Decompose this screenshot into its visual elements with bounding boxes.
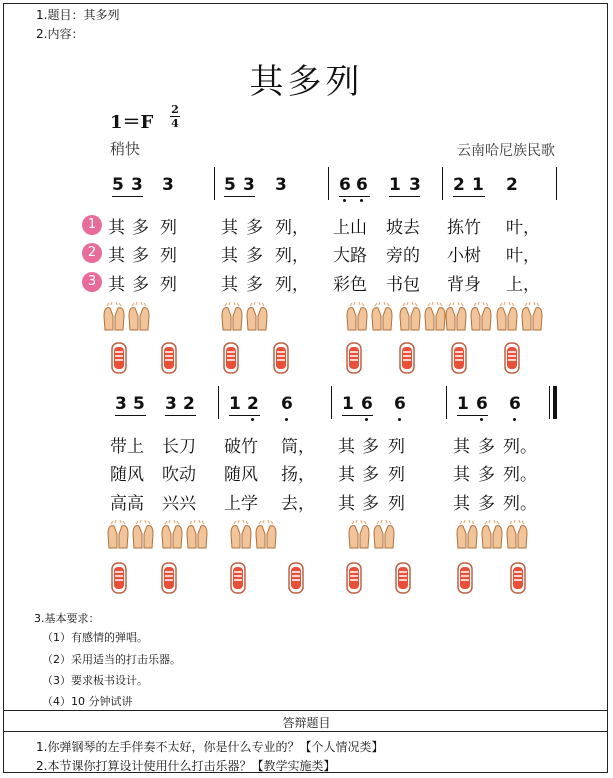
- sneaker-icon: [345, 341, 363, 375]
- sneaker-icon: [345, 561, 363, 595]
- lyric-word: 上山: [333, 218, 367, 238]
- jianpu-note: 3: [165, 394, 177, 414]
- lyric-word: 列: [388, 437, 405, 457]
- lyric-word: 多: [478, 437, 495, 457]
- lyric-word: 随风: [224, 465, 258, 485]
- octave-dot: [513, 418, 516, 421]
- lyric-word: 列。: [503, 494, 537, 514]
- lyric-word: 多: [478, 465, 495, 485]
- lyric-word: 列: [388, 494, 405, 514]
- beam-line: [453, 196, 485, 197]
- lyric-word: 多: [132, 218, 149, 238]
- bar-line: [214, 167, 215, 200]
- lyric-word: 拣竹: [447, 218, 481, 238]
- clapping-hands-icon: [370, 302, 394, 332]
- jianpu-note: 1: [389, 175, 401, 195]
- beam-line: [457, 415, 488, 416]
- jianpu-note: 2: [506, 175, 518, 195]
- beam-line: [112, 196, 143, 197]
- clapping-hands-icon: [444, 302, 468, 332]
- clapping-hands-icon: [469, 302, 493, 332]
- jianpu-note: 6: [281, 394, 293, 414]
- lyric-word: 上，: [506, 275, 540, 295]
- jianpu-note: 5: [133, 394, 145, 414]
- clapping-hands-icon: [102, 302, 126, 332]
- final-bar-thin: [549, 386, 550, 419]
- lyric-word: 列，: [275, 246, 309, 266]
- tempo-marking: 稍快: [110, 140, 141, 158]
- lyric-word: 其: [338, 437, 355, 457]
- sneaker-icon: [110, 561, 128, 595]
- clapping-hands-icon: [220, 302, 244, 332]
- lyric-word: 旁的: [386, 246, 420, 266]
- lyric-word: 多: [246, 275, 263, 295]
- lyric-word: 破竹: [224, 437, 258, 457]
- lyric-word: 多: [246, 246, 263, 266]
- qa-question: 2.本节课你打算设计使用什么打击乐器？【教学实施类】: [36, 759, 336, 773]
- sneaker-icon: [160, 341, 178, 375]
- lyric-word: 多: [362, 494, 379, 514]
- lyric-word: 列: [160, 246, 177, 266]
- lyric-word: 多: [362, 465, 379, 485]
- sneaker-icon: [287, 561, 305, 595]
- clapping-hands-icon: [185, 520, 209, 550]
- octave-dot: [251, 418, 254, 421]
- sneaker-icon: [229, 561, 247, 595]
- verse-number: 2: [82, 243, 102, 263]
- jianpu-note: 6: [361, 394, 373, 414]
- lyric-word: 列: [388, 465, 405, 485]
- octave-dot: [398, 418, 401, 421]
- lyric-word: 其: [453, 437, 470, 457]
- lyric-word: 随风: [110, 465, 144, 485]
- sneaker-icon: [450, 341, 468, 375]
- sneaker-icon: [110, 341, 128, 375]
- octave-dot: [285, 418, 288, 421]
- clapping-hands-icon: [106, 520, 130, 550]
- sneaker-icon: [222, 341, 240, 375]
- lyric-word: 小树: [447, 246, 481, 266]
- divider: [3, 710, 608, 711]
- lyric-word: 其: [108, 246, 125, 266]
- lyric-word: 其: [453, 494, 470, 514]
- sneaker-icon: [160, 561, 178, 595]
- clapping-hands-icon: [127, 302, 151, 332]
- verse-number: 3: [82, 272, 102, 292]
- divider: [3, 731, 608, 732]
- jianpu-note: 2: [247, 394, 259, 414]
- lyric-word: 其: [108, 218, 125, 238]
- lyric-word: 背身: [447, 275, 481, 295]
- bar-line: [556, 167, 557, 200]
- jianpu-note: 1: [342, 394, 354, 414]
- bar-line: [442, 167, 443, 200]
- lyric-word: 其: [221, 275, 238, 295]
- clapping-hands-icon: [131, 520, 155, 550]
- jianpu-note: 5: [224, 175, 236, 195]
- sneaker-icon: [398, 341, 416, 375]
- clapping-hands-icon: [505, 520, 529, 550]
- sneaker-icon: [394, 561, 412, 595]
- lyric-word: 其: [338, 465, 355, 485]
- beam-line: [115, 415, 146, 416]
- lyric-word: 叶，: [506, 218, 540, 238]
- clapping-hands-icon: [229, 520, 253, 550]
- topic-line: 1.题目：其多列: [36, 8, 120, 22]
- jianpu-note: 3: [162, 175, 174, 195]
- lyric-word: 吹动: [162, 465, 196, 485]
- song-origin: 云南哈尼族民歌: [457, 143, 555, 159]
- lyric-word: 其: [453, 465, 470, 485]
- beam-line: [339, 196, 370, 197]
- requirements-heading: 3.基本要求：: [34, 612, 100, 625]
- jianpu-note: 2: [453, 175, 465, 195]
- jianpu-note: 6: [509, 394, 521, 414]
- bar-line: [328, 167, 329, 200]
- clapping-hands-icon: [372, 520, 396, 550]
- beam-line: [224, 196, 255, 197]
- time-signature: 2 4: [171, 103, 179, 130]
- lyric-word: 其: [221, 246, 238, 266]
- lyric-word: 列，: [275, 275, 309, 295]
- jianpu-note: 3: [243, 175, 255, 195]
- beam-line: [165, 415, 196, 416]
- sneaker-icon: [272, 341, 290, 375]
- jianpu-note: 6: [476, 394, 488, 414]
- lyric-word: 上学: [224, 494, 258, 514]
- lyric-word: 书包: [386, 275, 420, 295]
- final-bar-thick: [553, 386, 557, 419]
- lyric-word: 叶，: [506, 246, 540, 266]
- lyric-word: 列，: [275, 218, 309, 238]
- content-label: 2.内容：: [36, 27, 84, 41]
- lyric-word: 彩色: [333, 275, 367, 295]
- qa-question: 1.你弹钢琴的左手伴奏不太好，你是什么专业的？【个人情况类】: [36, 740, 384, 754]
- beam-line: [229, 415, 260, 416]
- lyric-word: 扬，: [281, 465, 315, 485]
- lyric-word: 长刀: [162, 437, 196, 457]
- jianpu-note: 3: [115, 394, 127, 414]
- bar-line: [446, 386, 447, 419]
- jianpu-note: 6: [339, 175, 351, 195]
- lyric-word: 多: [478, 494, 495, 514]
- lyric-word: 列。: [503, 465, 537, 485]
- lyric-word: 列。: [503, 437, 537, 457]
- beam-line: [389, 196, 420, 197]
- lyric-word: 兴兴: [162, 494, 196, 514]
- jianpu-note: 3: [409, 175, 421, 195]
- key-signature: 1＝F: [110, 112, 154, 133]
- clapping-hands-icon: [347, 520, 371, 550]
- lyric-word: 坡去: [386, 218, 420, 238]
- clapping-hands-icon: [520, 302, 544, 332]
- sneaker-icon: [509, 561, 527, 595]
- octave-dot: [360, 199, 363, 202]
- qa-heading: 答辩题目: [282, 716, 331, 730]
- bar-line: [331, 386, 332, 419]
- requirement-item: （1）有感情的弹唱。: [42, 631, 148, 644]
- jianpu-note: 2: [183, 394, 195, 414]
- lyric-word: 大路: [333, 246, 367, 266]
- jianpu-note: 6: [356, 175, 368, 195]
- requirement-item: （4）10 分钟试讲: [42, 695, 133, 708]
- jianpu-note: 1: [457, 394, 469, 414]
- jianpu-note: 6: [394, 394, 406, 414]
- bar-line: [218, 386, 219, 419]
- lyric-word: 高高: [110, 494, 144, 514]
- verse-number: 1: [82, 215, 102, 235]
- octave-dot: [343, 199, 346, 202]
- jianpu-note: 3: [275, 175, 287, 195]
- lyric-word: 多: [132, 246, 149, 266]
- lyric-word: 多: [132, 275, 149, 295]
- clapping-hands-icon: [345, 302, 369, 332]
- lyric-word: 列: [160, 218, 177, 238]
- clapping-hands-icon: [495, 302, 519, 332]
- clapping-hands-icon: [398, 302, 422, 332]
- jianpu-note: 1: [229, 394, 241, 414]
- octave-dot: [480, 418, 483, 421]
- lyric-word: 去，: [281, 494, 315, 514]
- clapping-hands-icon: [455, 520, 479, 550]
- lyric-word: 其: [221, 218, 238, 238]
- jianpu-note: 5: [112, 175, 124, 195]
- requirement-item: （3）要求板书设计。: [42, 674, 148, 687]
- beam-line: [342, 415, 373, 416]
- requirement-item: （2）采用适当的打击乐器。: [42, 653, 181, 666]
- sneaker-icon: [503, 341, 521, 375]
- lyric-word: 多: [362, 437, 379, 457]
- lyric-word: 筒，: [281, 437, 315, 457]
- octave-dot: [365, 418, 368, 421]
- jianpu-note: 1: [472, 175, 484, 195]
- jianpu-note: 3: [131, 175, 143, 195]
- lyric-word: 带上: [110, 437, 144, 457]
- sneaker-icon: [456, 561, 474, 595]
- lyric-word: 其: [338, 494, 355, 514]
- clapping-hands-icon: [160, 520, 184, 550]
- lyric-word: 其: [108, 275, 125, 295]
- lyric-word: 列: [160, 275, 177, 295]
- lyric-word: 多: [246, 218, 263, 238]
- clapping-hands-icon: [480, 520, 504, 550]
- song-title: 其多列: [249, 62, 364, 102]
- clapping-hands-icon: [254, 520, 278, 550]
- clapping-hands-icon: [245, 302, 269, 332]
